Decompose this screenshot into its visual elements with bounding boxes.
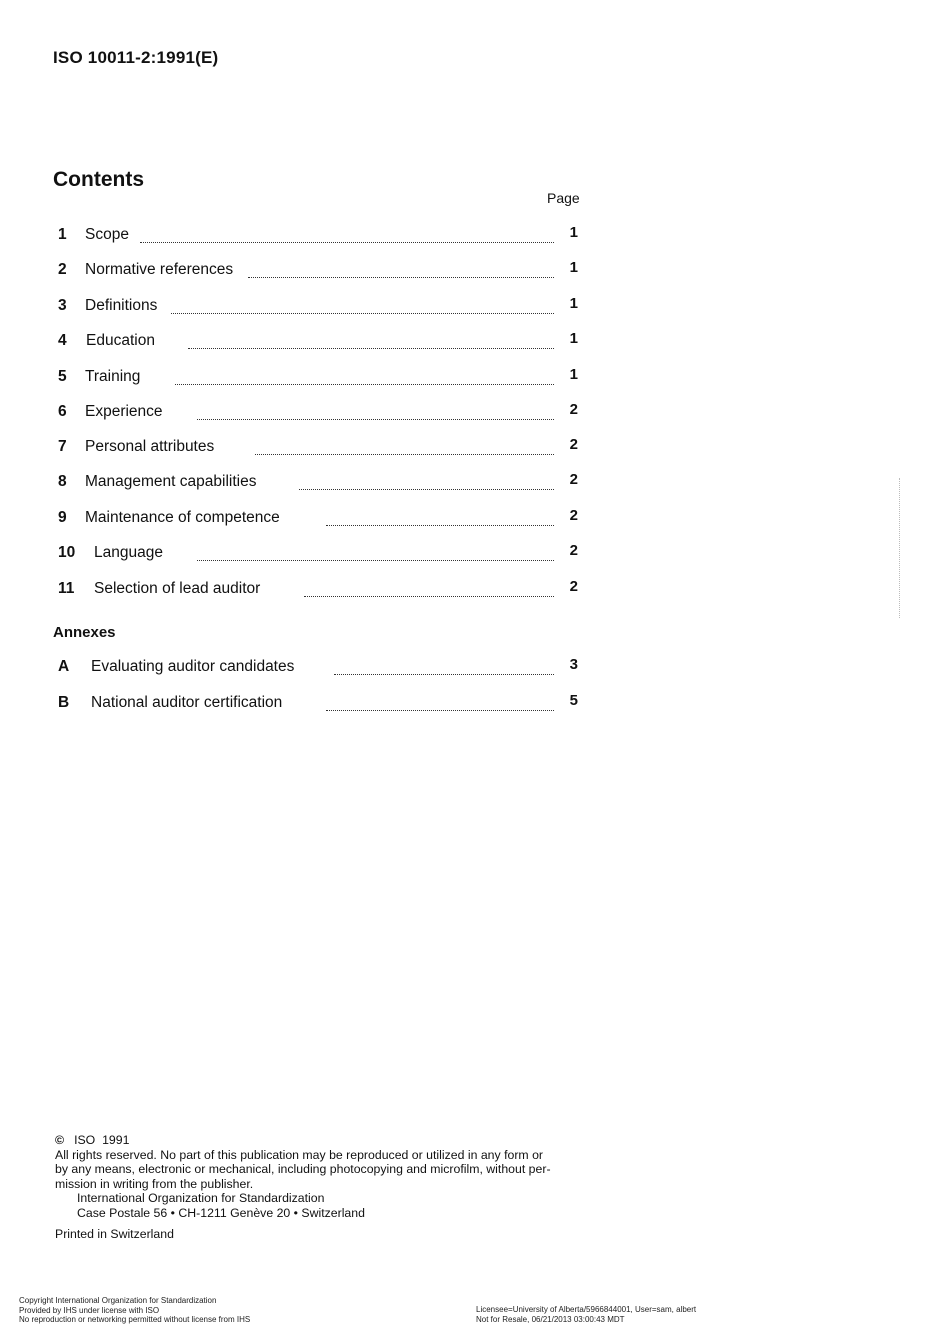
- dot-leader: [304, 596, 554, 597]
- toc-entry-page: 2: [569, 507, 578, 524]
- toc-entry-number: 3: [58, 297, 67, 314]
- dot-leader: [197, 560, 554, 561]
- printed-in: Printed in Switzerland: [55, 1226, 174, 1241]
- toc-entry-number: 11: [58, 580, 75, 597]
- toc-entry-label: Scope: [85, 226, 129, 243]
- toc-entry-page: 1: [569, 330, 578, 347]
- toc-entry-number: A: [58, 658, 70, 675]
- page-column-label: Page: [547, 190, 580, 206]
- toc-entry-page: 2: [569, 578, 578, 595]
- toc-entry-page: 1: [569, 366, 578, 383]
- toc-entry-label: Evaluating auditor candidates: [91, 658, 295, 675]
- dot-leader: [334, 674, 554, 675]
- toc-entry-label: Training: [85, 368, 141, 385]
- publisher-org: International Organization for Standardization: [77, 1191, 325, 1206]
- copyright-notice: [55, 1133, 585, 1148]
- toc-entry-label: Education: [86, 332, 155, 349]
- toc-entry[interactable]: [58, 438, 578, 460]
- annexes-title: Annexes: [53, 624, 116, 641]
- toc-entry-page: 1: [569, 259, 578, 276]
- toc-entry-label: Experience: [85, 403, 163, 420]
- toc-entry[interactable]: [58, 509, 578, 531]
- toc-entry[interactable]: [58, 403, 578, 425]
- footer-license-left: [19, 1296, 250, 1325]
- toc-entry-page: 2: [569, 436, 578, 453]
- toc-entry-page: 3: [569, 656, 578, 673]
- toc-entry-number: 9: [58, 509, 67, 526]
- toc-entry-number: 6: [58, 403, 67, 420]
- toc-entry-number: B: [58, 694, 70, 711]
- toc-entry-label: Personal attributes: [85, 438, 215, 455]
- dot-leader: [326, 525, 554, 526]
- footer-right-line: Licensee=University of Alberta/5966844001, User=sam, albert: [476, 1305, 697, 1314]
- toc-entry-number: 7: [58, 438, 67, 455]
- rights-line-1: All rights reserved. No part of this publication may be reproduced or utilized in any form or: [55, 1147, 544, 1162]
- toc-entry-page: 2: [569, 542, 578, 559]
- dot-leader: [197, 419, 554, 420]
- copyright-owner-year: ISO 1991: [74, 1133, 130, 1147]
- dot-leader: [175, 384, 554, 385]
- dot-leader: [255, 454, 554, 455]
- toc-entry[interactable]: [58, 226, 578, 248]
- footer-license-right: [476, 1305, 696, 1324]
- dot-leader: [248, 277, 554, 278]
- dot-leader: [326, 710, 554, 711]
- toc-entry[interactable]: [58, 261, 578, 283]
- dot-leader: [171, 313, 554, 314]
- toc-entry-number: 4: [58, 332, 67, 349]
- toc-entry-number: 5: [58, 368, 67, 385]
- toc-entry-label: Definitions: [85, 297, 158, 314]
- footer-left-line: Copyright International Organization for Standardization: [19, 1296, 217, 1305]
- toc-entry-label: Language: [94, 544, 163, 561]
- toc-entry-label: Selection of lead auditor: [94, 580, 261, 597]
- toc-entry-page: 1: [569, 295, 578, 312]
- toc-entry-number: 1: [58, 226, 67, 243]
- toc-entry[interactable]: [58, 297, 578, 319]
- toc-entry-number: 10: [58, 544, 76, 561]
- contents-title: Contents: [53, 168, 144, 191]
- toc-entry-page: 2: [569, 401, 578, 418]
- rights-line-2: by any means, electronic or mechanical, including photocopying and microfilm, without per-: [55, 1162, 551, 1177]
- toc-entry[interactable]: [58, 332, 578, 354]
- document-id: ISO 10011-2:1991(E): [53, 48, 219, 67]
- footer-left-line: Provided by IHS under license with ISO: [19, 1305, 160, 1315]
- toc-entry[interactable]: [58, 544, 578, 566]
- dot-leader: [299, 489, 554, 490]
- toc-entry[interactable]: [58, 580, 578, 602]
- copyright-block: [55, 1133, 585, 1241]
- dot-leader: [188, 348, 554, 349]
- scan-edge-marks: [899, 478, 900, 618]
- toc-entry-number: 8: [58, 473, 67, 490]
- toc-entry[interactable]: [58, 368, 578, 390]
- publisher-address: Case Postale 56 • CH-1211 Genève 20 • Switzerland: [77, 1205, 365, 1220]
- footer-left-line: No reproduction or networking permitted without license from IHS: [19, 1315, 251, 1324]
- dot-leader: [140, 242, 554, 243]
- toc-entry-page: 1: [569, 224, 578, 241]
- toc-entry-label: Normative references: [85, 261, 234, 278]
- annex-entry[interactable]: [58, 658, 578, 680]
- annex-entry[interactable]: [58, 694, 578, 716]
- toc-entry-page: 2: [569, 471, 578, 488]
- toc-entry-label: Management capabilities: [85, 473, 257, 490]
- toc-entry-label: Maintenance of competence: [85, 509, 280, 526]
- toc-entry[interactable]: [58, 473, 578, 495]
- footer-right-line: Not for Resale, 06/21/2013 03:00:43 MDT: [476, 1314, 625, 1324]
- copyright-symbol: ©: [55, 1133, 65, 1147]
- rights-line-3: mission in writing from the publisher.: [55, 1176, 254, 1191]
- toc-entry-label: National auditor certification: [91, 694, 283, 711]
- toc-entry-page: 5: [569, 692, 578, 709]
- toc-entry-number: 2: [58, 261, 67, 278]
